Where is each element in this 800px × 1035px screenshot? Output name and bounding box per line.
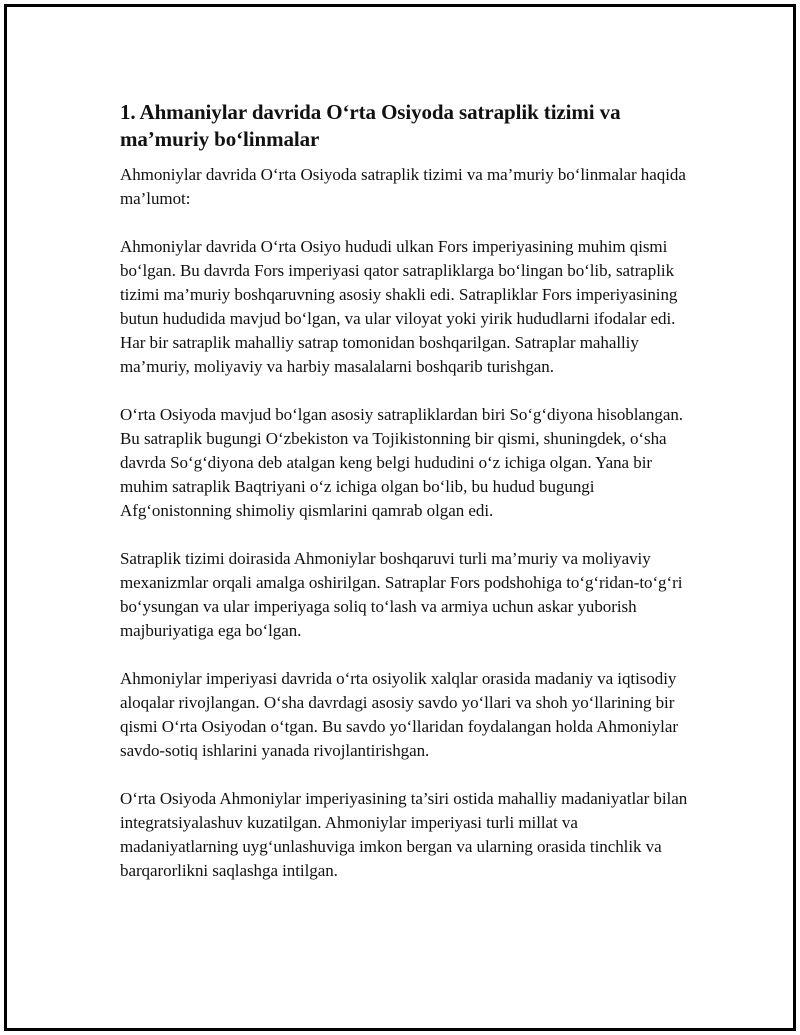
paragraph-satrapy-overview: Ahmoniylar davrida O‘rta Osiyo hududi ulkan Fors imperiyasining muhim qismi bo‘lgan. Bu davrda Fors imperiyasi qator satrapliklarga bo‘lingan bo‘lib, satraplik tizimi ma’muriy boshqaruvning asosiy shakli edi. Satrapliklar Fors imperiyasining butun hududida mavjud bo‘lgan, va ular viloyat yoki yirik hududlarni ifodalar edi. Har bir satraplik mahalliy satrap tomonidan boshqarilgan. Satraplar mahalliy ma’muriy, moliyaviy va harbiy masalalarni boshqarib turishgan. xyxy=(120,237,678,376)
intro-paragraph: Ahmoniylar davrida O‘rta Osiyoda satraplik tizimi va ma’muriy bo‘linmalar haqida ma’lumot: xyxy=(120,165,686,208)
section-heading: 1. Ahmaniylar davrida O‘rta Osiyoda satraplik tizimi va ma’muriy bo‘linmalar xyxy=(120,100,621,151)
paragraph-sogdiana-bactria: O‘rta Osiyoda mavjud bo‘lgan asosiy satrapliklardan biri So‘g‘diyona hisoblangan. Bu satraplik bugungi O‘zbekiston va Tojikistonning bir qismi, shuningdek, o‘sha davrda So‘g‘diyona deb atalgan keng belgi hududini o‘z ichiga olgan. Yana bir muhim satraplik Baqtriyani o‘z ichiga olgan bo‘lib, bu hudud bugungi Afg‘onistonning shimoliy qismlarini qamrab olgan edi. xyxy=(120,405,683,520)
paragraph-trade-routes: Ahmoniylar imperiyasi davrida o‘rta osiyolik xalqlar orasida madaniy va iqtisodiy aloqalar rivojlangan. O‘sha davrdagi asosiy savdo yo‘llari va shoh yo‘llarining bir qismi O‘rta Osiyodan o‘tgan. Bu savdo yo‘llaridan foydalangan holda Ahmoniylar savdo-sotiq ishlarini yanada rivojlantirishgan. xyxy=(120,669,678,760)
paragraph-cultural-integration: O‘rta Osiyoda Ahmoniylar imperiyasining ta’siri ostida mahalliy madaniyatlar bilan integratsiyalashuv kuzatilgan. Ahmoniylar imperiyasi turli millat va madaniyatlarning uyg‘unlashuviga imkon bergan va ularning orasida tinchlik va barqarorlikni saqlashga intilgan. xyxy=(120,789,688,880)
paragraph-administration: Satraplik tizimi doirasida Ahmoniylar boshqaruvi turli ma’muriy va moliyaviy mexanizmlar orqali amalga oshirilgan. Satraplar Fors podshohiga to‘g‘ridan-to‘g‘ri bo‘ysungan va ular imperiyaga soliq to‘lash va armiya uchun askar yuborish majburiyatiga ega bo‘lgan. xyxy=(120,549,683,640)
page-frame xyxy=(4,4,796,1031)
document-body xyxy=(120,99,700,907)
